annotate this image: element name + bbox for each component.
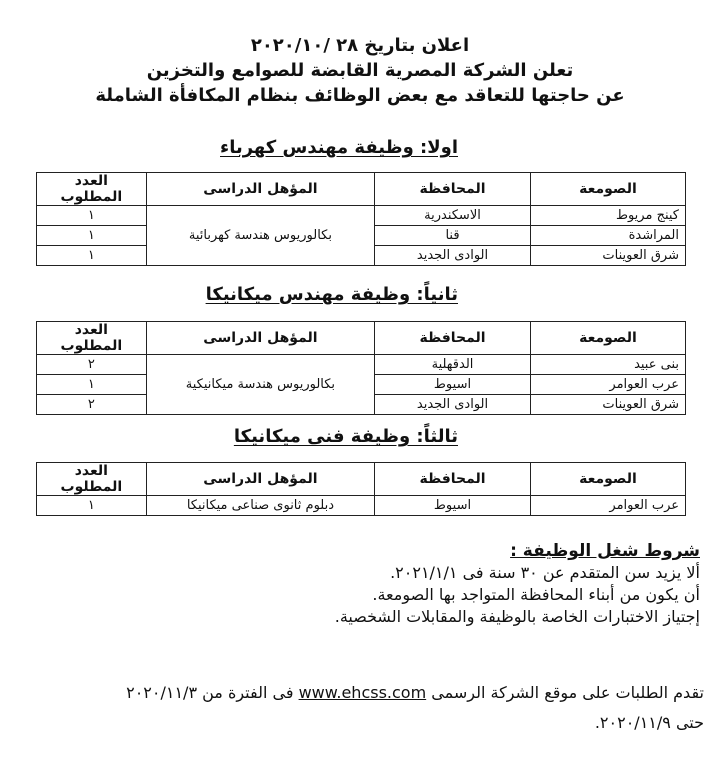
governorate-cell: اسيوط <box>375 496 531 516</box>
governorate-cell: الوادى الجديد <box>375 246 531 266</box>
condition-item: أن يكون من أبناء المحافظة المتواجد بها الصومعة. <box>372 585 700 604</box>
table-mechanical-engineer <box>36 321 686 415</box>
governorate-cell: الدقهلية <box>375 355 531 375</box>
section-heading-electrical: اولا: وظيفة مهندس كهرباء <box>220 137 458 158</box>
governorate-cell: قنا <box>375 226 531 246</box>
company-announcement: تعلن الشركة المصرية القابضة للصوامع والتخزين <box>146 60 574 81</box>
table-row <box>37 206 686 226</box>
announcement-date: اعلان بتاريخ ٢٨ /٢٠٢٠/١٠ <box>250 35 470 56</box>
governorate-cell: الاسكندرية <box>375 206 531 226</box>
station-cell: عرب العوامر <box>530 496 685 516</box>
table-mechanical-technician <box>36 462 686 516</box>
count-cell: ٢ <box>37 395 147 415</box>
governorate-cell: اسيوط <box>375 375 531 395</box>
count-cell: ١ <box>37 246 147 266</box>
condition-item: ألا يزيد سن المتقدم عن ٣٠ سنة فى ٢٠٢١/١/١. <box>390 563 700 582</box>
application-prefix: تقدم الطلبات على موقع الشركة الرسمى <box>431 683 704 702</box>
header-station: الصومعة <box>530 322 685 355</box>
qualification-cell: بكالوريوس هندسة ميكانيكية <box>146 355 374 415</box>
conditions-title: شروط شغل الوظيفة : <box>510 541 700 561</box>
header-governorate: المحافظة <box>375 463 531 496</box>
contract-statement: عن حاجتها للتعاقد مع بعض الوظائف بنظام المكافأة الشاملة <box>95 85 625 106</box>
section-heading-mechanical: ثانياً: وظيفة مهندس ميكانيكا <box>205 284 458 305</box>
header-station: الصومعة <box>530 463 685 496</box>
count-cell: ١ <box>37 496 147 516</box>
header-qualification: المؤهل الدراسى <box>146 322 374 355</box>
application-line <box>10 678 704 708</box>
section-heading-technician: ثالثاً: وظيفة فنى ميكانيكا <box>233 426 458 447</box>
header-station: الصومعة <box>530 173 685 206</box>
station-cell: المراشدة <box>530 226 685 246</box>
header-governorate: المحافظة <box>375 173 531 206</box>
station-cell: كينج مريوط <box>530 206 685 226</box>
station-cell: شرق العوينات <box>530 395 685 415</box>
condition-item: إجتياز الاختبارات الخاصة بالوظيفة والمقابلات الشخصية. <box>334 607 700 626</box>
station-cell: عرب العوامر <box>530 375 685 395</box>
station-cell: شرق العوينات <box>530 246 685 266</box>
table-row <box>37 355 686 375</box>
company-website-link[interactable]: www.ehcss.com <box>298 683 427 702</box>
header-count: العدد المطلوب <box>37 463 147 496</box>
count-cell: ١ <box>37 226 147 246</box>
header-count: العدد المطلوب <box>37 322 147 355</box>
application-notice <box>10 678 704 738</box>
application-period: فى الفترة من ٢٠٢٠/١١/٣ <box>126 683 294 702</box>
header-qualification: المؤهل الدراسى <box>146 463 374 496</box>
application-deadline: حتى ٢٠٢٠/١١/٩. <box>594 713 704 732</box>
count-cell: ٢ <box>37 355 147 375</box>
qualification-cell: دبلوم ثانوى صناعى ميكانيكا <box>146 496 374 516</box>
qualification-cell: بكالوريوس هندسة كهربائية <box>146 206 374 266</box>
governorate-cell: الوادى الجديد <box>375 395 531 415</box>
count-cell: ١ <box>37 375 147 395</box>
station-cell: بنى عبيد <box>530 355 685 375</box>
job-conditions <box>200 540 700 628</box>
header-qualification: المؤهل الدراسى <box>146 173 374 206</box>
header-count: العدد المطلوب <box>37 173 147 206</box>
table-row <box>37 496 686 516</box>
header-governorate: المحافظة <box>375 322 531 355</box>
count-cell: ١ <box>37 206 147 226</box>
table-electrical-engineer <box>36 172 686 266</box>
